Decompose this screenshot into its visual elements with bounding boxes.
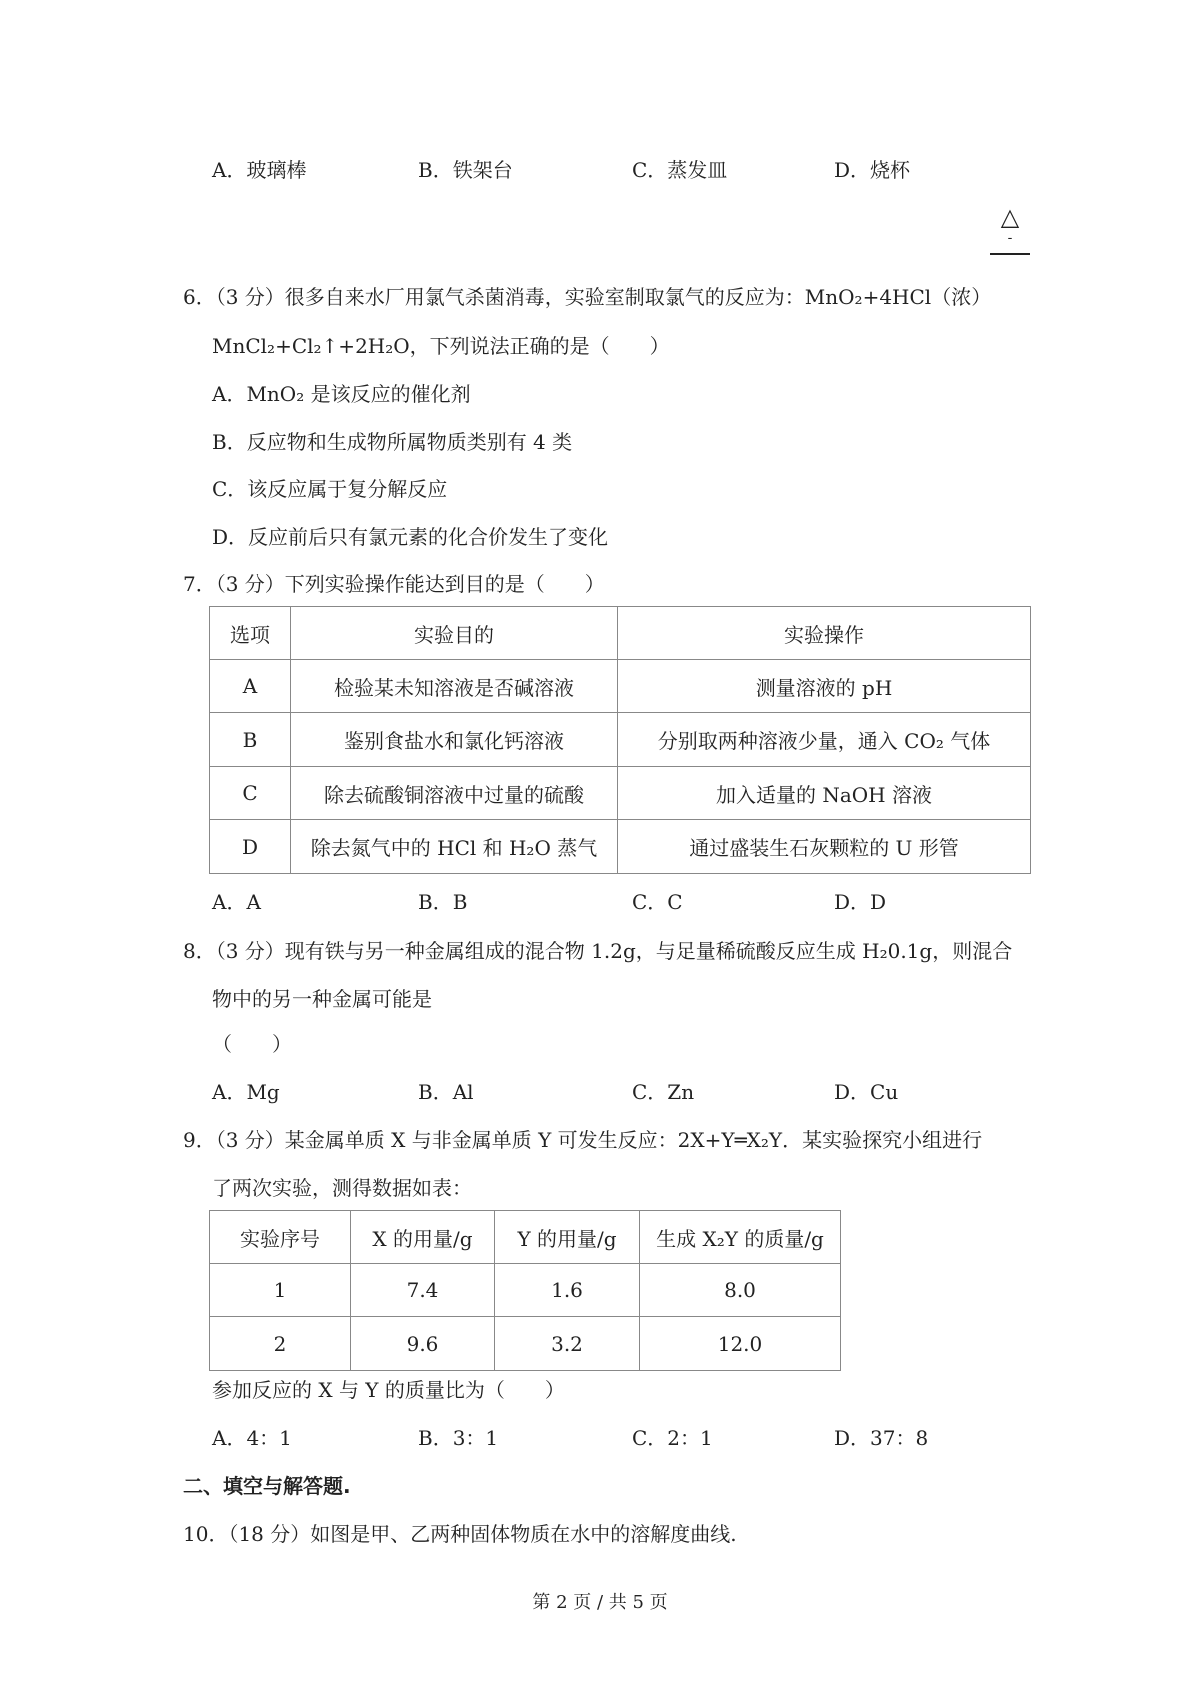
section-2-title: 二、填空与解答题.: [183, 1474, 351, 1498]
q5-option-a: A．玻璃棒: [212, 158, 307, 182]
q6-option-d: D．反应前后只有氯元素的化合价发生了变化: [212, 525, 609, 549]
reaction-arrow-line: [990, 253, 1030, 255]
q8-option-b: B．Al: [418, 1080, 474, 1104]
table-cell: 7.4: [351, 1264, 495, 1317]
table-row: [210, 713, 1031, 767]
q8-option-c: C．Zn: [632, 1080, 695, 1104]
table-cell: 加入适量的 NaOH 溶液: [618, 767, 1031, 820]
table-header-cell: X 的用量/g: [351, 1211, 495, 1264]
table-cell: 鉴别食盐水和氯化钙溶液: [291, 713, 618, 767]
q8-stem-line1: 8．（3 分）现有铁与另一种金属组成的混合物 1.2g，与足量稀硫酸反应生成 H₂0.1g，则混合: [183, 939, 1013, 963]
table-cell: 除去硫酸铜溶液中过量的硫酸: [291, 767, 618, 820]
table-cell: C: [210, 767, 291, 820]
table-cell: 12.0: [640, 1317, 841, 1371]
q9-option-d: D．37：8: [834, 1426, 929, 1450]
q9-stem-line1: 9．（3 分）某金属单质 X 与非金属单质 Y 可发生反应：2X+Y═X₂Y．某实验探究小组进行: [183, 1128, 983, 1152]
page-footer: 第 2 页 / 共 5 页: [532, 1592, 668, 1613]
q6-stem-line2: MnCl₂+Cl₂↑+2H₂O，下列说法正确的是（ ）: [212, 334, 670, 358]
q7-option-c: C．C: [632, 890, 683, 914]
table-cell: B: [210, 713, 291, 767]
table-row: [210, 767, 1031, 820]
q9-table: [209, 1210, 841, 1371]
q9-question: 参加反应的 X 与 Y 的质量比为（ ）: [212, 1378, 565, 1402]
q5-option-b: B．铁架台: [418, 158, 513, 182]
table-cell: 检验某未知溶液是否碱溶液: [291, 660, 618, 713]
table-cell: 1: [210, 1264, 351, 1317]
q5-option-c: C．蒸发皿: [632, 158, 728, 182]
q8-option-d: D．Cu: [834, 1080, 899, 1104]
table-cell: A: [210, 660, 291, 713]
table-cell: 2: [210, 1317, 351, 1371]
table-header-cell: Y 的用量/g: [495, 1211, 640, 1264]
heat-condition-symbol: △ -: [990, 205, 1030, 255]
table-header-cell: 实验目的: [291, 607, 618, 660]
q7-option-a: A．A: [212, 890, 261, 914]
table-header-row: [210, 607, 1031, 660]
table-cell: 3.2: [495, 1317, 640, 1371]
table-header-cell: 生成 X₂Y 的质量/g: [640, 1211, 841, 1264]
q6-option-c: C．该反应属于复分解反应: [212, 477, 448, 501]
q8-answer-paren: （ ）: [212, 1032, 292, 1056]
q6-stem-line1: 6．（3 分）很多自来水厂用氯气杀菌消毒，实验室制取氯气的反应为：MnO₂+4HCl（浓）: [183, 285, 992, 309]
q9-stem-line2: 了两次实验，测得数据如表：: [212, 1176, 472, 1200]
table-cell: 分别取两种溶液少量，通入 CO₂ 气体: [618, 713, 1031, 767]
q7-stem: 7．（3 分）下列实验操作能达到目的是（ ）: [183, 572, 605, 596]
table-cell: 8.0: [640, 1264, 841, 1317]
table-row: [210, 660, 1031, 713]
table-row: [210, 1317, 841, 1371]
q9-option-a: A．4：1: [212, 1426, 292, 1450]
q6-option-a: A．MnO₂ 是该反应的催化剂: [212, 382, 471, 406]
table-row: [210, 1264, 841, 1317]
q5-option-d: D．烧杯: [834, 158, 911, 182]
table-row: [210, 820, 1031, 874]
q7-option-d: D．D: [834, 890, 887, 914]
table-cell: 9.6: [351, 1317, 495, 1371]
q10-stem: 10．（18 分）如图是甲、乙两种固体物质在水中的溶解度曲线.: [183, 1522, 737, 1546]
q9-option-b: B．3：1: [418, 1426, 499, 1450]
table-header-cell: 实验序号: [210, 1211, 351, 1264]
table-header-cell: 选项: [210, 607, 291, 660]
table-cell: 测量溶液的 pH: [618, 660, 1031, 713]
q6-option-b: B．反应物和生成物所属物质类别有 4 类: [212, 430, 573, 454]
table-cell: 除去氮气中的 HCl 和 H₂O 蒸气: [291, 820, 618, 874]
table-cell: 1.6: [495, 1264, 640, 1317]
q9-option-c: C．2：1: [632, 1426, 713, 1450]
table-header-row: [210, 1211, 841, 1264]
q7-table: [209, 606, 1031, 874]
table-cell: 通过盛装生石灰颗粒的 U 形管: [618, 820, 1031, 874]
table-cell: D: [210, 820, 291, 874]
triangle-icon: △: [1000, 203, 1020, 231]
table-header-cell: 实验操作: [618, 607, 1031, 660]
q8-option-a: A．Mg: [212, 1080, 280, 1104]
q8-stem-line2: 物中的另一种金属可能是: [212, 987, 432, 1011]
q7-option-b: B．B: [418, 890, 468, 914]
